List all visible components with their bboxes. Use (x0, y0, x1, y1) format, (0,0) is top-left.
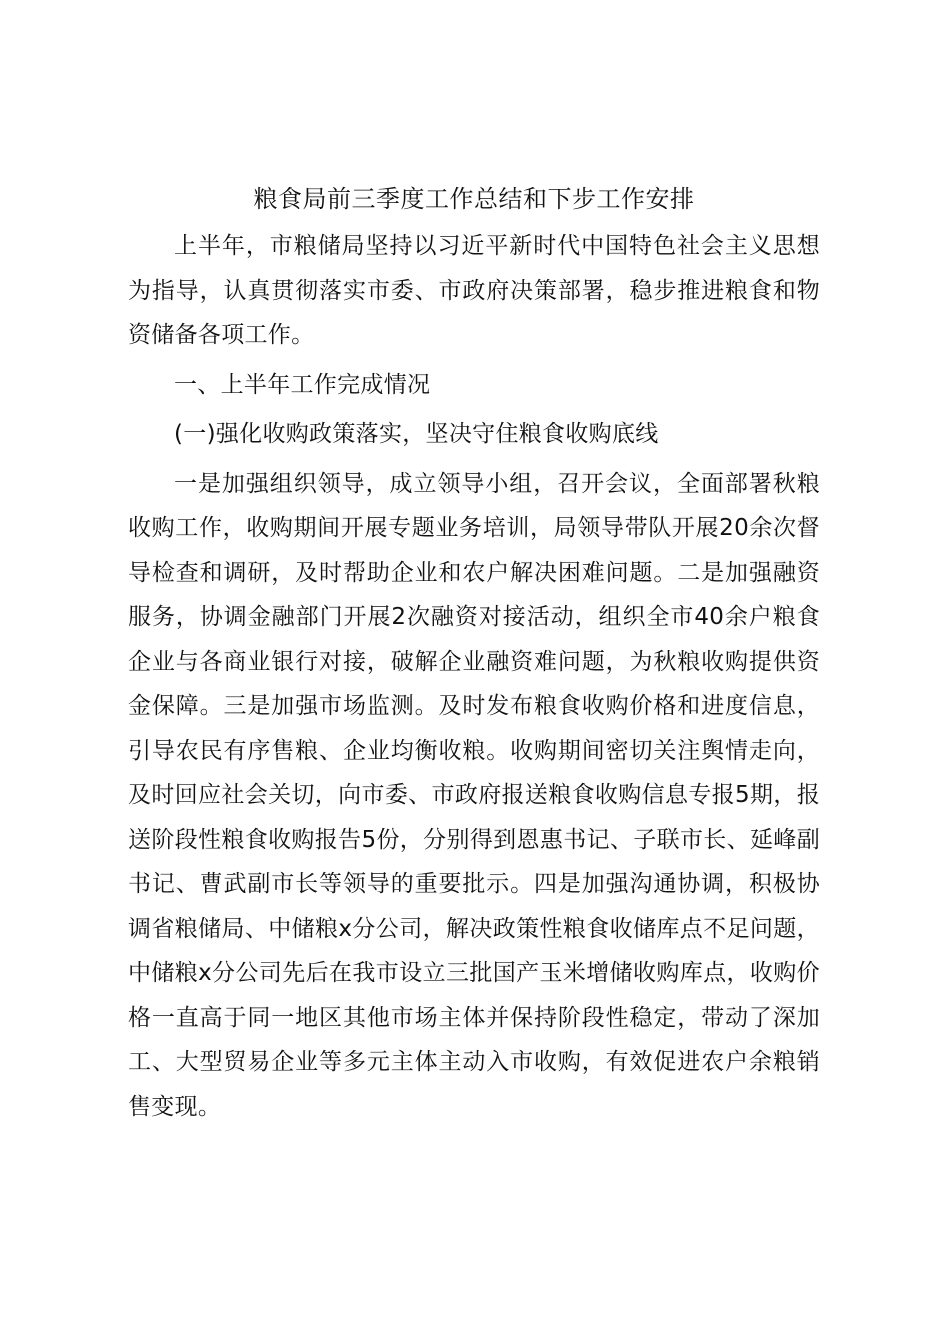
subsection-heading: (一)强化收购政策落实，坚决守住粮食收购底线 (174, 421, 659, 447)
body-paragraph: 一是加强组织领导，成立领导小组，召开会议，全面部署秋粮收购工作，收购期间开展专题业务培训，局领导带队开展20余次督导检查和调研，及时帮助企业和农户解决困难问题。二是加强融资服务，协调金融部门开展2次融资对接活动，组织全市40余户粮食企业与各商业银行对接，破解企业融资难问题，为秋粮收购提供资金保障。三是加强市场监测。及时发布粮食收购价格和进度信息，引导农民有序售粮、企业均衡收粮。收购期间密切关注舆情走向，及时回应社会关切，向市委、市政府报送粮食收购信息专报5期，报送阶段性粮食收购报告5份，分别得到恩惠书记、子联市长、延峰副书记、曹武副市长等领导的重要批示。四是加强沟通协调，积极协调省粮储局、中储粮x分公司，解决政策性粮食收储库点不足问题，中储粮x分公司先后在我市设立三批国产玉米增储收购库点，收购价格一直高于同一地区其他市场主体并保持阶段性稳定，带动了深加工、大型贸易企业等多元主体主动入市收购，有效促进农户余粮销售变现。 (128, 470, 820, 1120)
document-title: 粮食局前三季度工作总结和下步工作安排 (253, 185, 695, 213)
intro-paragraph: 上半年，市粮储局坚持以习近平新时代中国特色社会主义思想为指导，认真贯彻落实市委、市政府决策部署，稳步推进粮食和物资储备各项工作。 (128, 233, 820, 348)
document-content (128, 178, 820, 1129)
section-heading: 一、上半年工作完成情况 (174, 371, 431, 398)
